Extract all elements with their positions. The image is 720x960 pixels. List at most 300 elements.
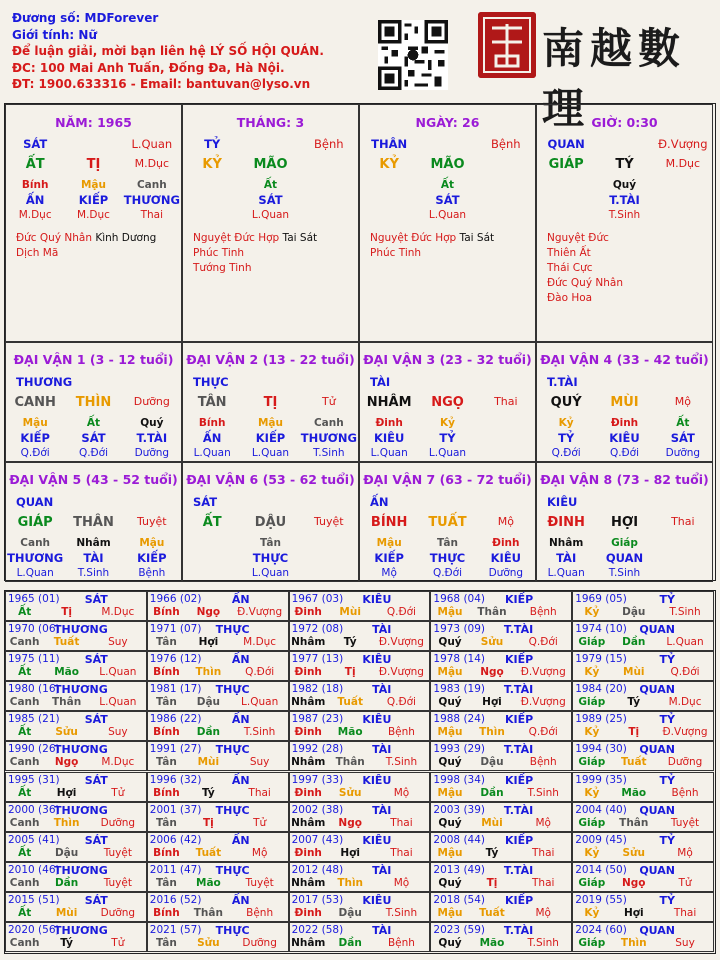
hidden-stem xyxy=(477,179,535,191)
year-god: QUAN xyxy=(639,923,675,937)
year-label: 1989 (25) xyxy=(575,713,627,726)
year-label: 2016 (52) xyxy=(149,893,202,906)
year-stage: Tử xyxy=(111,786,125,799)
year-label: 1998 (34) xyxy=(433,773,486,786)
year-cell xyxy=(289,591,431,621)
year-stage: Mộ xyxy=(251,846,268,859)
hidden-god: KIẾP xyxy=(374,551,404,565)
year-cell xyxy=(5,772,147,802)
hidden-god xyxy=(537,193,595,207)
dai-van-stem-branch xyxy=(6,395,181,410)
year-branch: Mão xyxy=(54,666,79,679)
dai-van-cell xyxy=(182,462,359,582)
year-details xyxy=(290,787,430,799)
year-label: 2024 (60) xyxy=(575,923,627,936)
year-god: T.TÀI xyxy=(503,803,534,817)
year-stem: Mậu xyxy=(437,846,463,859)
hidden-god: THỰC xyxy=(252,551,289,565)
year-stem: Đinh xyxy=(294,846,322,859)
year-branch: Thìn xyxy=(620,936,647,949)
hidden-stem: Tân xyxy=(437,537,458,549)
year-god: KIÊU xyxy=(362,593,392,606)
hidden-stem: Mậu xyxy=(80,179,106,191)
year-label: 1973 (09) xyxy=(433,623,486,636)
year-branch: Dần xyxy=(338,936,362,949)
dai-van-branch: TUẤT xyxy=(428,515,467,530)
hidden-gods xyxy=(360,193,535,207)
year-details xyxy=(431,636,571,648)
star-name: Tai Sát xyxy=(459,232,495,244)
year-stem: Đinh xyxy=(294,606,322,618)
star-line xyxy=(547,231,708,246)
year-cell xyxy=(147,681,289,711)
hidden-stem: Đinh xyxy=(492,537,520,549)
pillar-cell xyxy=(182,104,359,342)
year-cell xyxy=(147,892,289,922)
hidden-stage: T.Sinh xyxy=(313,447,345,459)
year-stage: Thai xyxy=(673,906,697,919)
hidden-gods xyxy=(6,551,181,565)
year-stage: M.Dục xyxy=(243,636,277,649)
dai-van-stem-branch xyxy=(6,515,181,530)
hidden-stages xyxy=(183,567,358,579)
hidden-stage: T.Sinh xyxy=(608,209,641,221)
pillar-branch-god: Bệnh xyxy=(491,137,521,151)
year-stage: Suy xyxy=(249,756,270,769)
year-branch: Dần xyxy=(196,726,221,739)
year-label: 1967 (03) xyxy=(291,593,344,605)
year-details xyxy=(290,666,430,678)
hidden-stage: Dưỡng xyxy=(134,447,170,459)
brand-logo-text: 南越數理 xyxy=(542,24,687,133)
dai-van-branch: HỢI xyxy=(610,515,639,530)
year-label: 2012 (48) xyxy=(291,863,344,876)
year-cell xyxy=(572,591,714,621)
dai-van-branch: NGỌ xyxy=(431,395,464,410)
year-god: TÀI xyxy=(372,803,392,817)
year-god: T.TÀI xyxy=(503,743,534,757)
year-label: 1992 (28) xyxy=(291,743,344,756)
hidden-stage: Mộ xyxy=(381,567,397,579)
hidden-stage: Dưỡng xyxy=(488,567,524,579)
year-details xyxy=(6,726,146,738)
year-cell xyxy=(289,922,431,952)
year-stem: Ất xyxy=(18,846,32,859)
year-details xyxy=(431,877,571,889)
year-cell xyxy=(430,772,572,802)
year-stage: L.Quan xyxy=(241,696,279,709)
year-label: 1971 (07) xyxy=(149,623,202,636)
year-cell xyxy=(5,832,147,862)
year-cell xyxy=(430,892,572,922)
year-cell xyxy=(289,621,431,651)
year-stage: Đ.Vượng xyxy=(662,726,708,739)
year-details xyxy=(148,666,288,678)
year-cell xyxy=(5,741,147,771)
year-stage: Q.Đới xyxy=(528,636,558,649)
year-cell xyxy=(5,922,147,952)
year-stem: Bính xyxy=(153,906,180,919)
year-cell xyxy=(289,802,431,832)
year-label: 2001 (37) xyxy=(149,803,202,816)
hidden-god: TÀI xyxy=(556,551,577,565)
year-stage: M.Dục xyxy=(668,696,702,709)
year-stage: T.Sinh xyxy=(527,936,559,949)
year-stem: Kỷ xyxy=(584,846,600,859)
year-details xyxy=(573,606,713,618)
year-stage: Đ.Vượng xyxy=(520,666,566,679)
year-god: TÀI xyxy=(372,683,392,697)
hidden-stage: Q.Đới xyxy=(20,447,50,459)
chart-grid xyxy=(4,103,716,581)
hidden-god: TỶ xyxy=(439,431,456,445)
year-branch: Mão xyxy=(621,786,647,799)
pillar-title: THÁNG: 3 xyxy=(236,115,305,130)
year-details xyxy=(290,877,430,889)
year-stem: Canh xyxy=(9,696,40,709)
year-stage: Tuyệt xyxy=(670,816,700,829)
year-details xyxy=(573,787,713,799)
year-details xyxy=(148,877,288,889)
year-stem: Nhâm xyxy=(291,876,326,889)
dai-van-stage: Thai xyxy=(671,515,695,528)
star-name: Tướng Tinh xyxy=(193,262,252,274)
year-branch: Tý xyxy=(485,846,499,859)
hidden-god xyxy=(300,193,358,207)
pillar-stem-branch xyxy=(6,157,181,172)
year-god: ẤN xyxy=(231,833,250,847)
pillar-stem: ẤT xyxy=(25,157,45,172)
year-stem: Ất xyxy=(18,906,32,919)
pillar-stars xyxy=(16,231,177,261)
hidden-stems xyxy=(537,417,712,429)
star-line xyxy=(547,291,708,306)
year-details xyxy=(148,787,288,799)
year-god: QUAN xyxy=(639,743,675,757)
year-god: KIẾP xyxy=(504,833,534,847)
year-branch: Sửu xyxy=(480,636,504,649)
pillar-branch: TÝ xyxy=(615,157,634,172)
year-stem: Kỷ xyxy=(584,906,600,919)
hidden-stage: Q.Đới xyxy=(551,447,581,459)
year-branch: Dậu xyxy=(196,696,221,709)
year-god: TÀI xyxy=(372,743,392,757)
star-line xyxy=(547,261,708,276)
year-details xyxy=(6,847,146,859)
hidden-stage: L.Quan xyxy=(428,209,467,221)
year-god: TỶ xyxy=(659,593,675,606)
year-details xyxy=(148,696,288,708)
year-stage: Q.Đới xyxy=(670,666,700,679)
pillar-stars xyxy=(370,231,531,261)
year-label: 1982 (18) xyxy=(291,683,344,696)
year-stem: Kỷ xyxy=(584,786,600,799)
year-label: 1977 (13) xyxy=(291,653,344,666)
spacer xyxy=(595,137,653,151)
year-label: 2013 (49) xyxy=(433,863,486,876)
year-label: 2023 (59) xyxy=(433,923,486,936)
year-stage: Bệnh xyxy=(387,726,415,739)
year-details xyxy=(290,606,430,618)
year-label: 1985 (21) xyxy=(8,713,60,726)
year-stem: Quý xyxy=(438,756,462,769)
dai-van-cell xyxy=(5,462,182,582)
hidden-stage: Q.Đới xyxy=(609,447,640,459)
hidden-stem xyxy=(654,179,712,191)
dai-van-god: T.TÀI xyxy=(547,375,578,389)
hidden-god: KIẾP xyxy=(137,551,167,565)
pillar-stars xyxy=(193,231,354,276)
hidden-stem: Mậu xyxy=(22,417,48,429)
year-label: 1984 (20) xyxy=(575,683,627,696)
year-stage: L.Quan xyxy=(99,666,137,679)
pillar-cell xyxy=(536,104,713,342)
hidden-stages xyxy=(6,567,181,579)
year-details xyxy=(6,877,146,889)
year-branch: Hợi xyxy=(198,636,219,649)
year-stem: Giáp xyxy=(578,936,606,949)
year-cell xyxy=(147,621,289,651)
year-god: THƯƠNG xyxy=(54,923,108,937)
year-details xyxy=(431,817,571,829)
year-stage: Mộ xyxy=(393,876,410,889)
year-god: KIẾP xyxy=(504,773,534,787)
year-details xyxy=(431,696,571,708)
year-details xyxy=(148,756,288,768)
hidden-stems xyxy=(360,179,535,191)
year-details xyxy=(290,847,430,859)
year-label: 2014 (50) xyxy=(575,863,627,876)
year-god: TỶ xyxy=(659,893,675,907)
hidden-gods xyxy=(183,431,358,445)
hidden-stem xyxy=(360,179,418,191)
year-stage: Thai xyxy=(532,846,555,859)
year-god: T.TÀI xyxy=(503,623,534,637)
hidden-stem: Ất xyxy=(86,417,101,429)
year-cell xyxy=(147,922,289,952)
year-god: SÁT xyxy=(84,713,108,727)
year-label: 2019 (55) xyxy=(575,893,627,906)
year-label: 1975 (11) xyxy=(8,653,60,666)
year-stage: T.Sinh xyxy=(243,726,276,739)
year-branch: Tị xyxy=(61,606,72,618)
pillar-branch: TỊ xyxy=(86,157,101,172)
hidden-stem: Quý xyxy=(612,179,637,191)
hidden-stage: Q.Đới xyxy=(78,447,109,459)
hidden-stage: Thai xyxy=(140,209,164,221)
star-line xyxy=(193,261,354,276)
star-line xyxy=(547,246,708,261)
year-cell xyxy=(572,681,714,711)
hidden-god: THƯƠNG xyxy=(7,551,64,565)
year-god: KIÊU xyxy=(362,773,392,787)
hidden-stage: T.Sinh xyxy=(608,567,641,579)
star-name: Thiên Ất xyxy=(547,247,591,259)
dai-van-branch: DẬU xyxy=(254,515,287,530)
hidden-stage xyxy=(183,567,241,579)
year-branch: Mùi xyxy=(623,666,645,679)
year-branch: Tý xyxy=(627,696,641,709)
year-stem: Nhâm xyxy=(291,936,326,949)
year-branch: Sửu xyxy=(55,726,78,739)
year-god: ẤN xyxy=(231,653,250,667)
hidden-stages xyxy=(183,447,358,459)
year-details xyxy=(573,636,713,648)
hidden-stem: Mậu xyxy=(376,537,402,549)
hidden-stages xyxy=(360,567,535,579)
year-label: 2021 (57) xyxy=(149,923,202,936)
hidden-god: KIÊU xyxy=(490,551,522,565)
year-stem: Ất xyxy=(18,786,32,799)
star-line xyxy=(370,246,531,261)
year-label: 1994 (30) xyxy=(575,743,627,756)
year-label: 2017 (53) xyxy=(291,893,344,906)
year-details xyxy=(573,666,713,678)
pillar-cell xyxy=(5,104,182,342)
hidden-stem: Giáp xyxy=(611,537,638,549)
year-cell xyxy=(289,892,431,922)
year-details xyxy=(290,636,430,648)
spacer xyxy=(64,137,122,151)
year-table xyxy=(4,590,716,954)
pillar-branch: MÃO xyxy=(430,157,465,172)
year-stage: Bệnh xyxy=(671,786,699,799)
year-cell xyxy=(289,862,431,892)
hidden-stem: Tân xyxy=(260,537,281,549)
year-label: 1991 (27) xyxy=(149,743,202,756)
hidden-god: KIẾP xyxy=(78,193,109,207)
dai-van-title: ĐẠI VẬN 8 (73 - 82 tuổi) xyxy=(540,472,709,487)
year-god: KIÊU xyxy=(362,653,392,667)
year-stage: T.Sinh xyxy=(669,606,701,618)
star-name: Nguyệt Đức Hợp xyxy=(193,232,280,244)
hidden-stage: M.Dục xyxy=(77,209,110,221)
year-label: 2007 (43) xyxy=(291,833,344,846)
hidden-stage xyxy=(360,209,418,221)
year-stem: Bính xyxy=(153,666,180,679)
year-branch: Mão xyxy=(337,726,363,739)
hidden-god: SÁT xyxy=(81,431,106,445)
year-stem: Canh xyxy=(9,636,40,649)
year-details xyxy=(148,606,288,618)
year-branch: Thìn xyxy=(479,726,505,739)
dai-van-title: ĐẠI VẬN 4 (33 - 42 tuổi) xyxy=(540,352,709,367)
year-label: 1993 (29) xyxy=(433,743,486,756)
year-stage: M.Dục xyxy=(101,606,135,618)
year-details xyxy=(148,907,288,919)
year-label: 1988 (24) xyxy=(433,713,486,726)
pillar-branch-god: L.Quan xyxy=(131,137,173,151)
year-stem: Quý xyxy=(438,936,462,949)
year-stem: Bính xyxy=(153,786,180,799)
hidden-stem: Ất xyxy=(263,179,278,191)
hidden-stages xyxy=(537,209,712,221)
year-god: TỶ xyxy=(659,653,675,667)
hidden-stem: Bính xyxy=(21,179,49,191)
year-god: THƯƠNG xyxy=(54,863,108,877)
hidden-stem xyxy=(300,179,358,191)
star-name: Nguyệt Đức xyxy=(547,232,609,244)
pillar-stem-god: QUAN xyxy=(547,137,585,151)
year-cell xyxy=(147,591,289,621)
year-cell xyxy=(147,741,289,771)
star-line xyxy=(193,246,354,261)
year-details xyxy=(431,756,571,768)
year-details xyxy=(431,666,571,678)
hidden-gods xyxy=(537,551,712,565)
star-name: Đào Hoa xyxy=(547,292,593,304)
hidden-stage: L.Quan xyxy=(251,567,290,579)
year-label: 1966 (02) xyxy=(149,593,202,605)
year-god: ẤN xyxy=(231,713,250,727)
year-god: THỰC xyxy=(215,923,250,937)
pillar-ten-gods xyxy=(360,137,535,151)
year-god: TÀI xyxy=(372,923,392,937)
year-details xyxy=(573,907,713,919)
spacer xyxy=(418,137,476,151)
year-stage: Suy xyxy=(108,636,128,649)
pillar-stage: M.Dục xyxy=(134,157,170,170)
year-details xyxy=(148,937,288,949)
year-branch: Mùi xyxy=(197,756,220,769)
year-stage: Dưỡng xyxy=(242,936,277,949)
hidden-stems xyxy=(183,417,358,429)
year-stage: L.Quan xyxy=(99,696,137,709)
year-stem: Ất xyxy=(18,666,32,679)
year-stem: Giáp xyxy=(578,816,606,829)
year-label: 1986 (22) xyxy=(149,713,202,726)
year-label: 1968 (04) xyxy=(433,593,486,605)
hidden-stage: L.Quan xyxy=(193,447,231,459)
dai-van-stage: Dưỡng xyxy=(133,395,170,408)
year-cell xyxy=(147,832,289,862)
year-branch: Thân xyxy=(335,756,365,769)
year-stem: Nhâm xyxy=(291,696,326,709)
star-name: Nguyệt Đức Hợp xyxy=(370,232,457,244)
year-stage: Q.Đới xyxy=(386,696,416,709)
dai-van-god: TÀI xyxy=(370,375,391,389)
pillar-stem-branch xyxy=(360,157,535,172)
dai-van-stem-branch xyxy=(183,515,358,530)
year-cell xyxy=(430,862,572,892)
year-branch: Dần xyxy=(54,876,79,889)
year-branch: Mùi xyxy=(481,816,503,829)
hidden-god: TỶ xyxy=(558,431,575,445)
year-stage: Tuyệt xyxy=(245,876,274,889)
dai-van-cell xyxy=(536,462,713,582)
hidden-stem: Quý xyxy=(140,417,164,429)
year-cell xyxy=(572,832,714,862)
year-cell xyxy=(572,772,714,802)
year-god: SÁT xyxy=(84,593,108,606)
hidden-gods xyxy=(6,193,181,207)
star-name: Kình Dương xyxy=(95,232,157,244)
year-branch: Dậu xyxy=(622,606,646,618)
pillar-branch-god: Bệnh xyxy=(314,137,344,151)
year-stage: Bệnh xyxy=(246,906,274,919)
year-branch: Tuất xyxy=(479,906,505,919)
pillar-stem: KỶ xyxy=(379,157,399,172)
year-branch: Dậu xyxy=(54,846,79,859)
year-god: KIẾP xyxy=(504,593,534,606)
hidden-god xyxy=(183,193,241,207)
year-god: TỶ xyxy=(659,713,675,727)
hidden-stage xyxy=(537,209,595,221)
pillar-stem-god: THÂN xyxy=(371,137,408,151)
dai-van-stem-branch xyxy=(537,395,712,410)
dai-van-stem: QUÝ xyxy=(550,395,582,410)
year-cell xyxy=(572,922,714,952)
